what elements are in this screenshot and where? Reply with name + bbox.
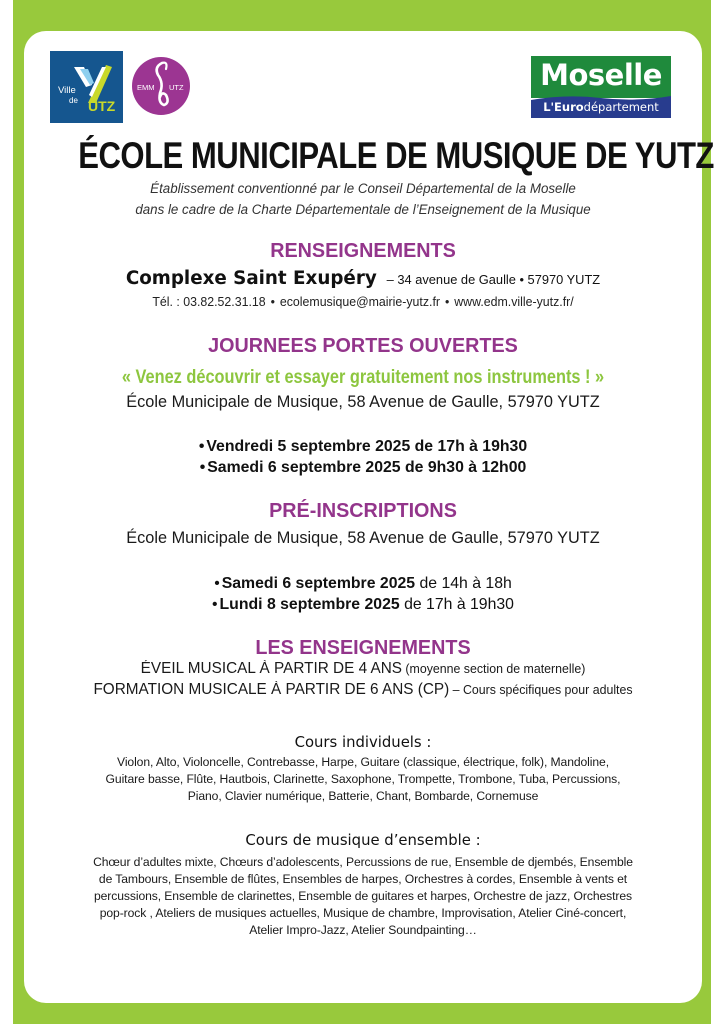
eveil-musical-line (28, 659, 698, 679)
cours-ensemble-line: percussions, Ensemble de clarinettes, Ensemble de guitares et harpes, Orchestre de jazz, Orchestres (93, 889, 632, 903)
slogan: « Venez découvrir et essayer gratuitement nos instruments ! » (121, 367, 605, 388)
yutz-logo-de: de (69, 96, 78, 105)
emm-logo-left: EMM (137, 83, 155, 92)
moselle-logo-sub-regular: département (583, 100, 659, 114)
portes-ouvertes-address: École Municipale de Musique, 58 Avenue de Gaulle, 57970 YUTZ (126, 393, 600, 411)
subtitle-line-2: dans le cadre de la Charte Départementale de l’Enseignement de la Musique (135, 202, 591, 217)
pre-inscriptions-date (28, 594, 698, 615)
yutz-y-icon (50, 51, 123, 123)
formation-note: – Cours spécifiques pour adultes (449, 683, 633, 697)
phone-number: Tél. : 03.82.52.31.18 (152, 295, 266, 309)
pre-inscriptions-date (28, 573, 698, 594)
page-title: ÉCOLE MUNICIPALE DE MUSIQUE DE YUTZ (78, 135, 714, 176)
cours-individuels-heading: Cours individuels : (294, 733, 432, 751)
moselle-logo (531, 56, 671, 118)
cours-individuels-line: Violon, Alto, Violoncelle, Contrebasse, Harpe, Guitare (classique, électrique, folk), Mandoline, (117, 755, 609, 769)
moselle-logo-word: Moselle (540, 58, 662, 92)
bullet: • (199, 459, 206, 476)
cours-ensemble-heading: Cours de musique d’ensemble : (245, 831, 481, 849)
portes-ouvertes-date (28, 436, 698, 457)
emm-yutz-logo (132, 57, 190, 115)
subtitle-line-1: Établissement conventionné par le Conseil Départemental de la Moselle (150, 181, 576, 196)
pre-inscriptions-address: École Municipale de Musique, 58 Avenue de Gaulle, 57970 YUTZ (126, 529, 600, 547)
moselle-logo-sub-bold: L'Euro (543, 100, 584, 114)
cours-ensemble-line: Atelier Impro-Jazz, Atelier Soundpainting… (249, 923, 477, 937)
venue-name: Complexe Saint Exupéry (125, 268, 377, 289)
cours-ensemble-line: de Tambours, Ensemble de flûtes, Ensembles de harpes, Orchestres à cordes, Ensemble à vents et (98, 872, 628, 886)
separator: • (270, 295, 275, 309)
ville-de-yutz-logo (50, 51, 123, 123)
cours-ensemble-line: Chœur d’adultes mixte, Chœurs d’adolescents, Percussions de rue, Ensemble de djembés, Ensemble (93, 855, 633, 869)
yutz-logo-word: UTZ (88, 98, 116, 114)
emm-logo-right: UTZ (169, 83, 184, 92)
email-link[interactable]: ecolemusique@mairie-yutz.fr (279, 295, 441, 309)
formation-main: FORMATION MUSICALE À PARTIR DE 6 ANS (CP) (93, 681, 450, 698)
hours-text: de 17h à 19h30 (399, 596, 514, 613)
heading-renseignements: RENSEIGNEMENTS (270, 240, 456, 262)
date-text: Samedi 6 septembre 2025 de 9h30 à 12h00 (207, 459, 527, 476)
date-text: Lundi 8 septembre 2025 (219, 596, 400, 613)
website-link[interactable]: www.edm.ville-yutz.fr/ (454, 295, 574, 309)
eveil-note: (moyenne section de maternelle) (402, 662, 586, 676)
cours-individuels-line: Guitare basse, Flûte, Hautbois, Clarinette, Saxophone, Trompette, Trombone, Tuba, Percussions, (105, 772, 621, 786)
treble-clef-icon (132, 57, 190, 115)
bullet: • (212, 596, 218, 613)
cours-individuels-line: Piano, Clavier numérique, Batterie, Chant, Bombarde, Cornemuse (187, 789, 539, 803)
cours-ensemble-line: pop-rock , Ateliers de musiques actuelles, Musique de chambre, Improvisation, Atelier Ciné-concert, (99, 906, 627, 920)
date-text: Samedi 6 septembre 2025 (221, 575, 416, 592)
yutz-logo-ville: Ville (58, 85, 76, 96)
heading-pre-inscriptions: PRÉ-INSCRIPTIONS (269, 500, 457, 522)
bullet: • (214, 575, 220, 592)
formation-musicale-line (28, 680, 698, 700)
venue-address: – 34 avenue de Gaulle • 57970 YUTZ (386, 272, 601, 287)
contact-line (28, 293, 698, 311)
hours-text: de 14h à 18h (415, 575, 512, 592)
bullet: • (198, 438, 205, 455)
venue-line (28, 266, 698, 293)
moselle-logo-subtitle (531, 99, 671, 115)
heading-enseignements: LES ENSEIGNEMENTS (255, 637, 471, 659)
heading-portes-ouvertes: JOURNEES PORTES OUVERTES (208, 335, 518, 357)
date-text: Vendredi 5 septembre 2025 de 17h à 19h30 (206, 438, 528, 455)
portes-ouvertes-date (28, 457, 698, 478)
separator: • (444, 295, 450, 309)
eveil-main: ÉVEIL MUSICAL À PARTIR DE 4 ANS (140, 660, 403, 677)
